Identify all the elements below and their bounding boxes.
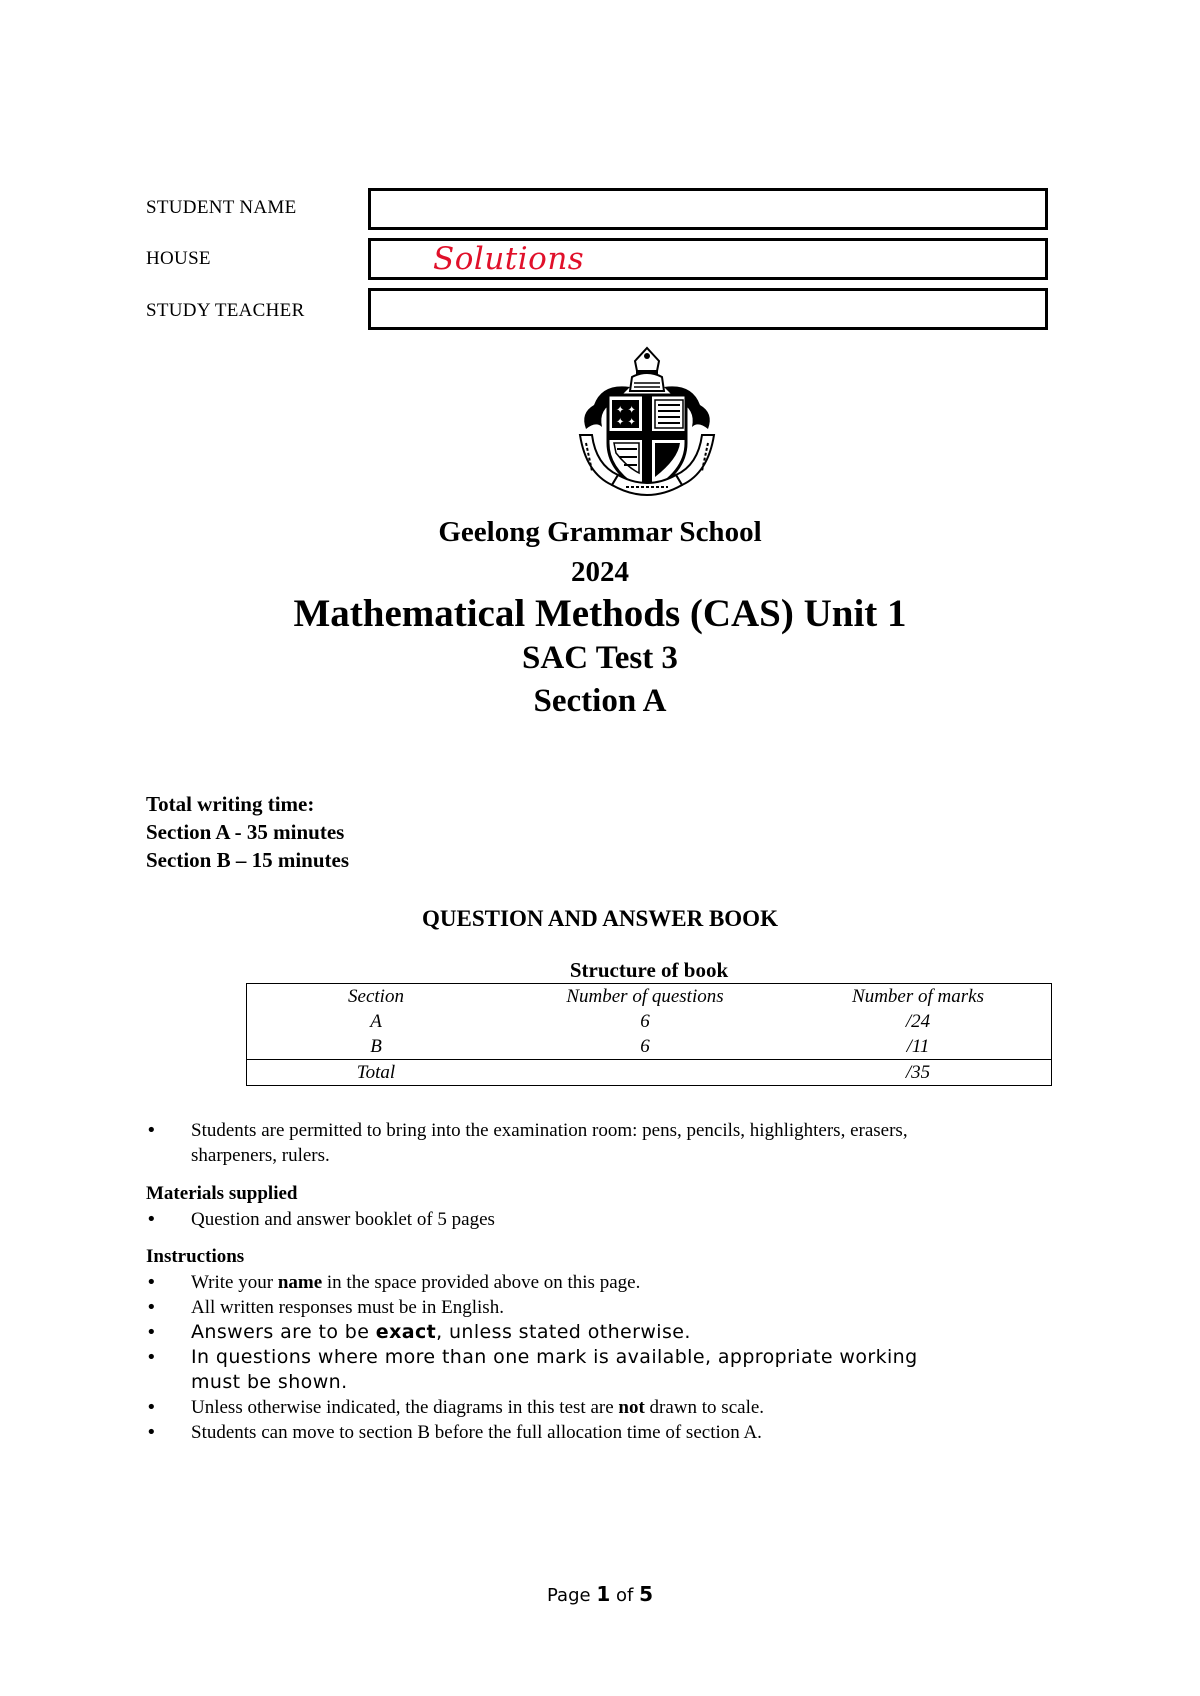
column-header-section: Section [348, 986, 404, 1007]
footer-total-pages: 5 [639, 1582, 653, 1606]
instruction-emphasis: name [277, 1272, 323, 1293]
school-crest-icon [572, 343, 722, 505]
svg-text:✦ ✦: ✦ ✦ [616, 405, 636, 416]
permitted-line-2: sharpeners, rulers. [191, 1145, 330, 1166]
subject-title: Mathematical Methods (CAS) Unit 1 [293, 592, 907, 635]
instruction-emphasis: not [618, 1397, 645, 1418]
footer-of-word: of [615, 1585, 634, 1606]
page-footer [0, 1582, 1200, 1606]
cell-marks: /11 [906, 1036, 930, 1057]
structure-heading: Structure of book [569, 958, 729, 982]
house-label: HOUSE [146, 248, 211, 269]
house-field[interactable] [368, 238, 1048, 280]
permitted-list [146, 1118, 908, 1168]
permitted-line-1: Students are permitted to bring into the examination room: pens, pencils, highlighters, erasers, [191, 1120, 908, 1141]
student-name-field[interactable] [368, 188, 1048, 230]
list-item [146, 1118, 908, 1168]
instruction-text: In questions where more than one mark is available, appropriate working [191, 1346, 918, 1368]
table-row [247, 1034, 1051, 1059]
instruction-emphasis: exact [375, 1321, 437, 1343]
list-item: • Question and answer booklet of 5 pages [146, 1207, 495, 1232]
exam-year: 2024 [571, 556, 629, 588]
cell-total-questions [505, 1060, 785, 1085]
writing-time-section-b: Section B – 15 minutes [146, 848, 350, 872]
cell-questions: 6 [640, 1036, 650, 1057]
footer-page-word: Page [547, 1585, 591, 1606]
writing-time-heading: Total writing time: [146, 792, 315, 816]
instruction-text: Unless otherwise indicated, the diagrams in this test are [191, 1397, 619, 1418]
study-teacher-field[interactable] [368, 288, 1048, 330]
cell-questions: 6 [640, 1011, 650, 1032]
cell-total-marks: /35 [905, 1062, 931, 1083]
instruction-text: drawn to scale. [644, 1397, 765, 1418]
list-item [146, 1345, 918, 1395]
cell-section: B [370, 1036, 382, 1057]
instructions-list [146, 1270, 918, 1445]
structure-header-row [247, 984, 1051, 1009]
study-teacher-label: STUDY TEACHER [146, 300, 305, 321]
list-item [146, 1395, 918, 1420]
cell-section: A [370, 1011, 382, 1032]
svg-text:✦ ✦: ✦ ✦ [616, 417, 636, 428]
student-name-label: STUDENT NAME [146, 197, 297, 218]
list-item [146, 1320, 918, 1345]
test-title: SAC Test 3 [522, 640, 678, 676]
table-row [247, 1009, 1051, 1034]
list-item: • Students can move to section B before the full allocation time of section A. [146, 1420, 918, 1445]
instruction-text: must be shown. [191, 1371, 348, 1393]
structure-table [246, 983, 1052, 1086]
writing-time-section-a: Section A - 35 minutes [146, 820, 345, 844]
school-name: Geelong Grammar School [438, 516, 762, 548]
instruction-text: in the space provided above on this page. [322, 1272, 641, 1293]
list-item [146, 1270, 918, 1295]
column-header-marks: Number of marks [852, 986, 984, 1007]
footer-page-number: 1 [596, 1582, 611, 1606]
table-total-row [247, 1059, 1051, 1085]
list-item: • All written responses must be in English. [146, 1295, 918, 1320]
handwritten-solutions: Solutions [433, 241, 585, 277]
section-title: Section A [533, 683, 667, 719]
column-header-questions: Number of questions [566, 986, 724, 1007]
instruction-text: Write your [191, 1272, 278, 1293]
instructions-heading: Instructions [146, 1246, 245, 1267]
materials-heading: Materials supplied [146, 1183, 298, 1204]
instruction-text: , unless stated otherwise. [436, 1321, 691, 1343]
instruction-text: Answers are to be [191, 1321, 376, 1343]
cell-marks: /24 [905, 1011, 931, 1032]
cell-total-label: Total [356, 1062, 396, 1083]
book-heading: QUESTION AND ANSWER BOOK [422, 906, 778, 931]
materials-list [146, 1207, 495, 1232]
